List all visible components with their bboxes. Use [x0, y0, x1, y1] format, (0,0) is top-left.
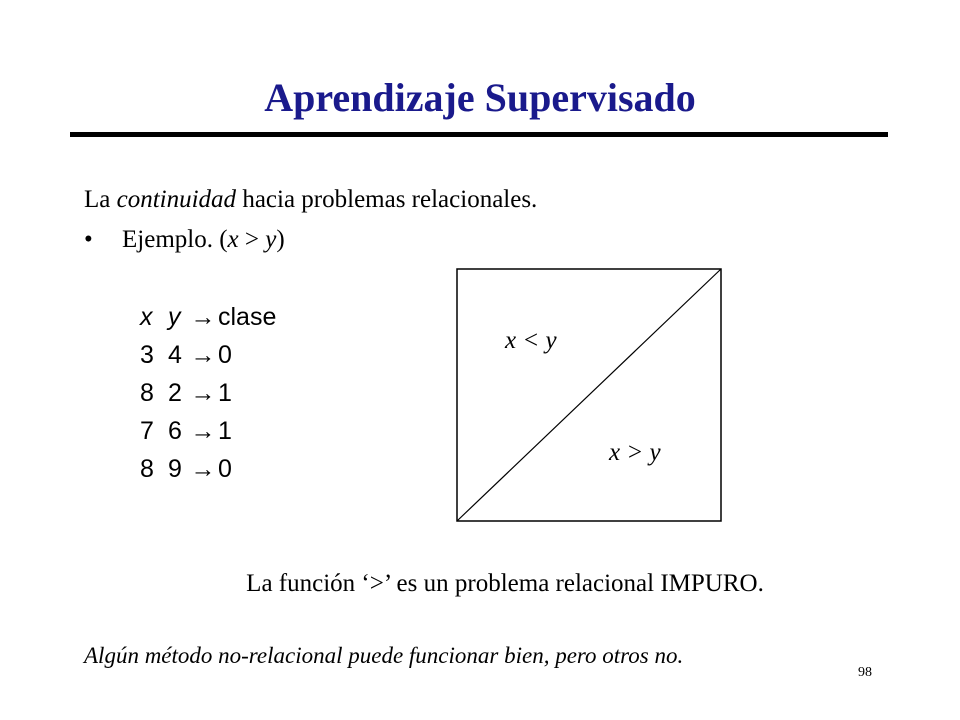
table-cell-x: 7 — [140, 417, 154, 445]
region-label-lower: x > y — [609, 439, 661, 466]
example-table — [140, 298, 276, 488]
table-header-y: y — [168, 303, 181, 331]
conclusion-text: La función ‘>’ es un problema relacional IMPURO. — [246, 570, 764, 597]
table-cell-x: 3 — [140, 341, 154, 369]
intro-text — [84, 182, 537, 218]
table-cell-class: 0 — [218, 455, 232, 483]
table-header-class: clase — [218, 303, 277, 331]
arrow-icon: → — [190, 379, 216, 407]
bullet-var-y: y — [265, 226, 277, 253]
table-cell-class: 0 — [218, 341, 232, 369]
arrow-icon: → — [190, 417, 216, 445]
region-label-upper: x < y — [505, 327, 557, 354]
table-row — [140, 412, 276, 450]
table-cell-x: 8 — [140, 455, 154, 483]
bullet-example — [84, 222, 285, 258]
arrow-icon: → — [190, 341, 216, 369]
table-cell-class: 1 — [218, 417, 232, 445]
bullet-marker: • — [84, 226, 93, 253]
slide-title: Aprendizaje Supervisado — [264, 75, 696, 120]
table-cell-y: 4 — [168, 341, 182, 369]
title-divider — [70, 132, 888, 137]
table-row — [140, 336, 276, 374]
table-cell-y: 2 — [168, 379, 182, 407]
table-cell-x: 8 — [140, 379, 154, 407]
footnote-text: Algún método no-relacional puede funcionar bien, pero otros no. — [84, 643, 684, 668]
diagram-diagonal — [457, 269, 721, 521]
table-cell-y: 6 — [168, 417, 182, 445]
bullet-text: Ejemplo. ( — [122, 226, 228, 253]
bullet-operator: > — [238, 226, 266, 253]
region-diagram — [456, 268, 722, 522]
intro-emphasis: continuidad — [116, 186, 237, 213]
intro-prefix: La — [84, 186, 117, 213]
page-number: 98 — [858, 665, 872, 680]
bullet-close: ) — [276, 226, 285, 253]
bullet-var-x: x — [227, 226, 239, 253]
table-row — [140, 450, 276, 488]
table-row — [140, 374, 276, 412]
table-header-x: x — [140, 303, 153, 331]
table-cell-y: 9 — [168, 455, 182, 483]
table-cell-class: 1 — [218, 379, 232, 407]
table-header-row — [140, 298, 276, 336]
arrow-icon: → — [190, 455, 216, 483]
intro-suffix: hacia problemas relacionales. — [236, 186, 538, 213]
arrow-icon: → — [190, 303, 216, 331]
